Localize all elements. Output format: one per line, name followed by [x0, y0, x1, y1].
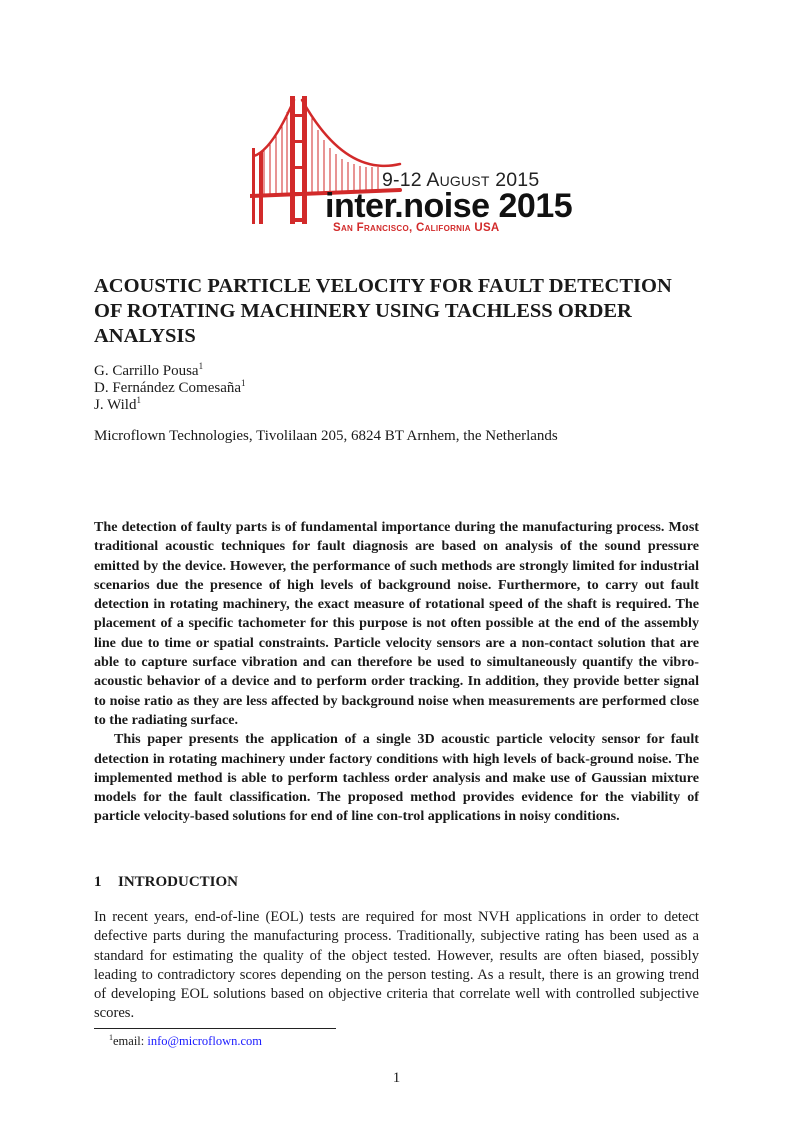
logo-event-name: inter.noise 2015 [325, 187, 573, 225]
abstract-paragraph: This paper presents the application of a single 3D acoustic particle velocity sensor for fault detection in rotating machinery under factory conditions with high levels of back-ground noise. The implemented method is able to perform tachless order analysis and make use of Gaussian mixture models for the fault classification. The proposed method provides evidence for the viability of particle velocity-based solutions for end of line con-trol applications in noisy conditions. [94, 731, 699, 825]
author-list [94, 363, 246, 414]
author: J. Wild$^1$ [94, 395, 141, 413]
footnote: $^1$email: info@microflown.com [109, 1033, 262, 1048]
section-heading [94, 874, 238, 891]
author: G. Carrillo Pousa$^1$ [94, 361, 204, 379]
abstract [94, 518, 699, 827]
paper-title: ACOUSTIC PARTICLE VELOCITY FOR FAULT DETECTION OF ROTATING MACHINERY USING TACHLESS ORDER ANALYSIS [94, 275, 672, 347]
section-title: INTRODUCTION [118, 874, 239, 890]
footnote-rule [94, 1028, 336, 1029]
intro-paragraph: In recent years, end-of-line (EOL) tests are required for most NVH applications in order to detect defective parts during the manufacturing process. Traditionally, subjective rating has been used as a standard for estimating the quality of the object tested. However, results are often biased, possibly leading to contradictory scores depending on the person testing. As a result, there is an growing trend of developing EOL solutions based on objective criteria that correlate well with controlled subjective scores. [94, 909, 699, 1022]
section-number: 1 [94, 874, 102, 890]
author: D. Fernández Comesaña$^1$ [94, 378, 246, 396]
page-number: 1 [392, 1070, 401, 1086]
abstract-paragraph: The detection of faulty parts is of fundamental importance during the manufacturing process. Most traditional acoustic techniques for fault diagnosis are based on analysis of the sound pressure emitted by the device. However, the performance of such methods are strongly limited for industrial scenarios due the presence of high levels of background noise. Furthermore, to carry out fault detection in rotating machinery, the exact measure of rotational speed of the shaft is required. The placement of a specific tachometer for this purpose is not often possible at the end of the assembly line due to time or spatial constraints. Particle velocity sensors are a non-contact solution that are able to capture surface vibration and can therefore be used to simultaneously quantify the vibro-acoustic behavior of a device and to perform order tracking. In addition, they provide better signal to noise ratio as they are less affected by background noise when measurements are performed close to the radiating surface. [94, 519, 699, 728]
email-link[interactable]: info@microflown.com [147, 1034, 262, 1048]
logo-location: San Francisco, California USA [333, 222, 500, 234]
affiliation: Microflown Technologies, Tivolilaan 205, 6824 BT Arnhem, the Netherlands [94, 428, 558, 444]
logo-date: 9-12 August 2015 [382, 169, 540, 191]
